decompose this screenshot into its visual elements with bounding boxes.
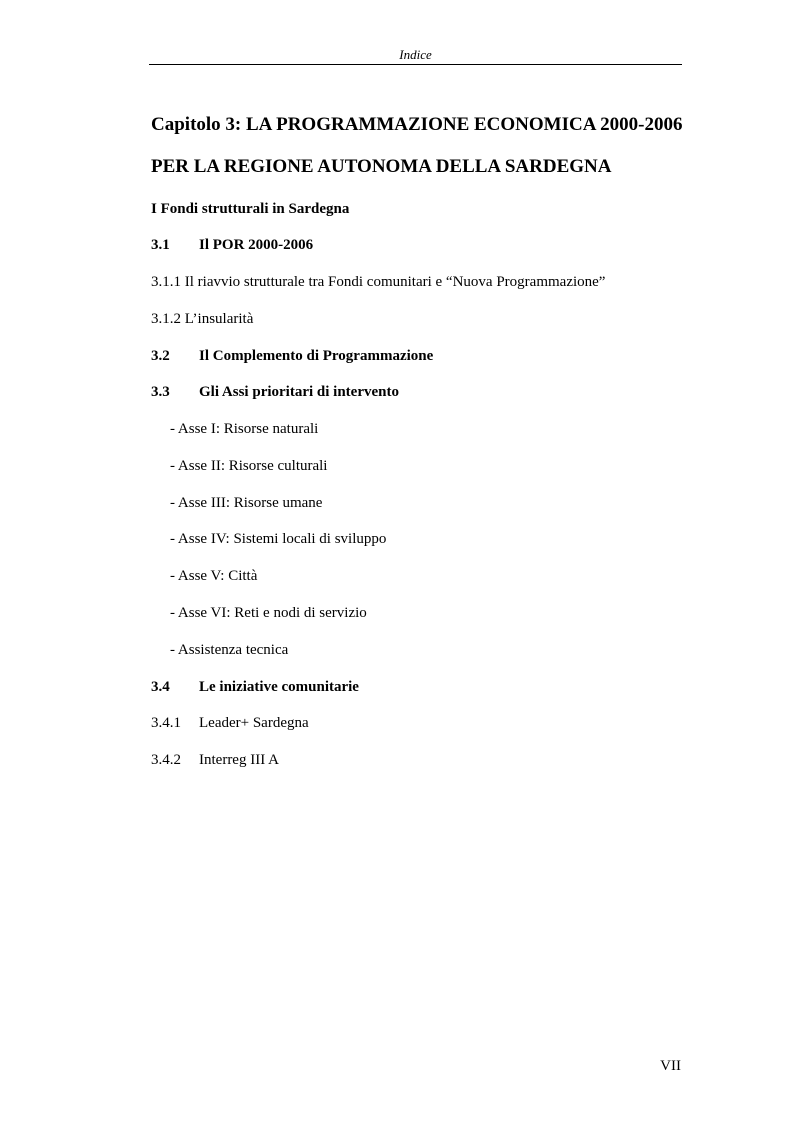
toc-entry-3-1-2	[151, 310, 253, 328]
toc-asse-item: - Asse IV: Sistemi locali di sviluppo	[170, 531, 387, 547]
toc-entry-3-2	[151, 347, 433, 365]
toc-entry-number: 3.1.2	[151, 311, 181, 327]
toc-entry-label: Gli Assi prioritari di intervento	[199, 384, 399, 400]
toc-entry-label: Le iniziative comunitarie	[199, 679, 359, 695]
running-header: Indice	[399, 47, 432, 62]
toc-entry-label: Il POR 2000-2006	[199, 237, 314, 253]
toc-entry-number: 3.4.1	[151, 715, 181, 731]
toc-entry-label: Interreg III A	[199, 752, 279, 768]
toc-entry-number: 3.3	[151, 384, 170, 400]
toc-entry-3-4	[151, 678, 359, 696]
toc-entry-intro: I Fondi strutturali in Sardegna	[151, 201, 350, 217]
toc-asse-item: - Asse VI: Reti e nodi di servizio	[170, 605, 367, 621]
toc-asse-item: - Assistenza tecnica	[170, 642, 289, 658]
toc-entry-3-4-2	[151, 751, 279, 769]
toc-entry-label: Leader+ Sardegna	[199, 715, 309, 731]
toc-entry-number: 3.4.2	[151, 752, 181, 768]
toc-asse-item: - Asse II: Risorse culturali	[170, 458, 328, 474]
toc-entry-3-1	[151, 236, 313, 254]
toc-asse-item: - Asse V: Città	[170, 568, 258, 584]
page-number: VII	[660, 1058, 681, 1074]
toc-entry-number: 3.4	[151, 679, 170, 695]
toc-asse-item: - Asse I: Risorse naturali	[170, 421, 319, 437]
toc-entry-label: Il Complemento di Programmazione	[199, 348, 434, 364]
toc-entry-label: L’insularità	[184, 311, 254, 327]
toc-entry-number: 3.2	[151, 348, 170, 364]
header-rule	[149, 64, 682, 65]
toc-entry-number: 3.1	[151, 237, 170, 253]
toc-entry-number: 3.1.1	[151, 274, 181, 290]
chapter-title-line-1: Capitolo 3: LA PROGRAMMAZIONE ECONOMICA 2000-2006	[151, 114, 683, 135]
toc-asse-item: - Asse III: Risorse umane	[170, 495, 323, 511]
toc-entry-3-1-1	[151, 273, 605, 291]
chapter-title-line-2: PER LA REGIONE AUTONOMA DELLA SARDEGNA	[151, 156, 612, 177]
toc-entry-3-3	[151, 383, 399, 401]
toc-entry-3-4-1	[151, 714, 309, 732]
toc-entry-label: Il riavvio strutturale tra Fondi comunitari e “Nuova Programmazione”	[184, 274, 606, 290]
